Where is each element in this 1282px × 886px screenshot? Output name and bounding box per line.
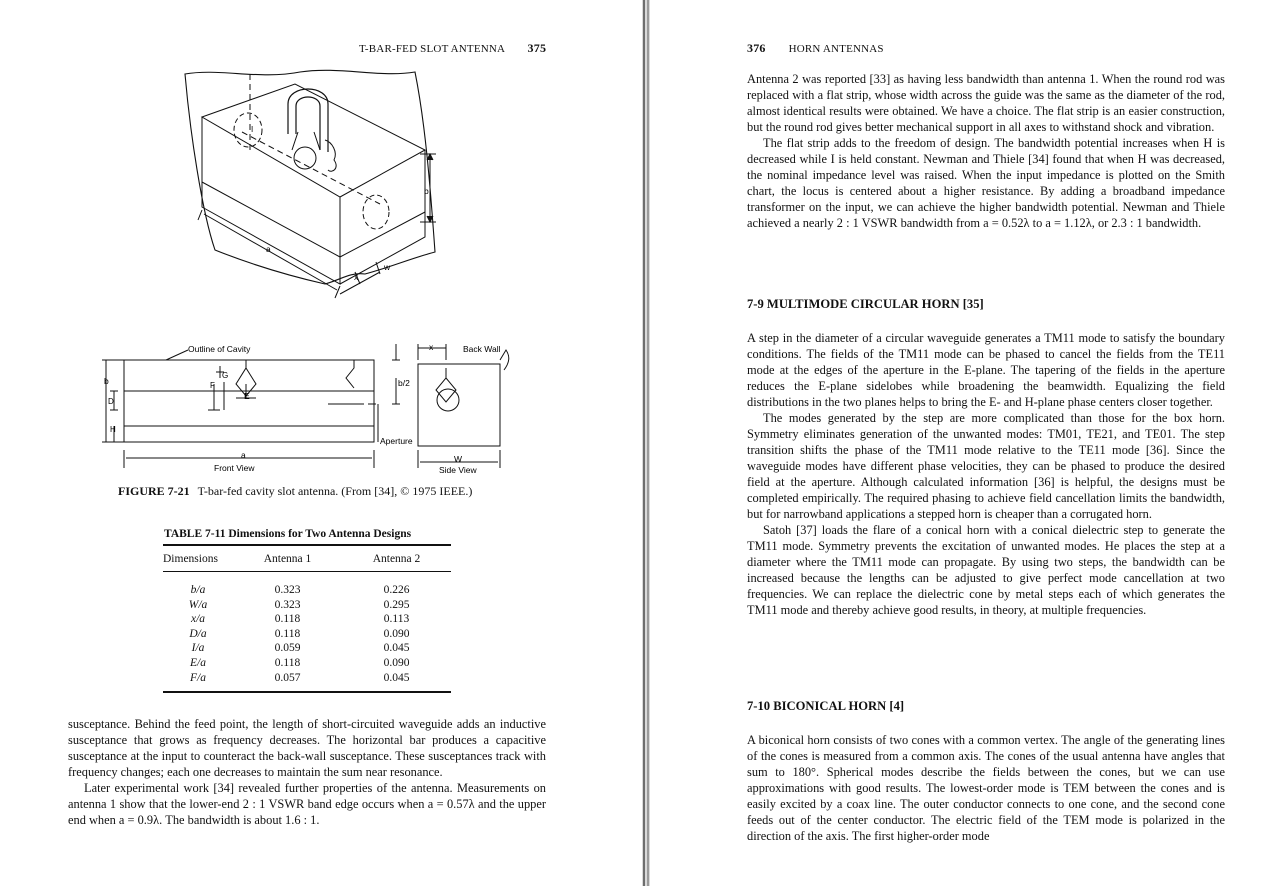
row-dimension: x/a [190, 613, 206, 626]
front-side-view-figure [96, 338, 516, 476]
label-b-half: b/2 [398, 378, 410, 388]
column-header-antenna-2: Antenna 2 [342, 545, 451, 572]
section-1-text [747, 330, 1225, 618]
figure-caption-label: FIGURE 7-21 [118, 484, 190, 498]
row-antenna-1: 0.118 [274, 613, 301, 626]
label-front-view: Front View [214, 463, 255, 473]
table-row [163, 656, 451, 671]
row-antenna-2: 0.045 [383, 671, 410, 684]
row-antenna-1: 0.059 [274, 642, 301, 655]
dimensions-table [163, 544, 451, 693]
section-1-paragraph-2: The modes generated by the step are more complicated than those for the box horn. Symmetry eliminates generation of the unwanted modes: TM01, TE21, and TE01. The step transition shifts the phase of the TM11 mode relative to the TE11 mode [36]. Since the waveguide modes have different phase velocities, they can be phased to produce the desired field at the aperture. Although calculated information [36] is helpful, the designs must be completed empirically. The required phasing to achieve field cancellation limits the bandwidth, but for narrowband applications a stepped horn is cheaper than a corrugated horn. [747, 411, 1225, 521]
label-outline-of-cavity: Outline of Cavity [188, 344, 251, 354]
section-1-paragraph-1: A step in the diameter of a circular waveguide generates a TM11 mode to satisfy the boundary conditions. The fields of the TM11 mode can be phased to cancel the fields from the TE11 mode at the edges of the aperture in the E-plane. The tapering of the fields in the aperture reduces the E-plane sidelobes while broadening the beamwidth. Equalizing the field distributions in the two planes helps to bring the E- and H-plane phase centers closer together. [747, 331, 1225, 409]
section-2-text [747, 732, 1225, 844]
section-1-paragraph-3: Satoh [37] loads the flare of a conical horn with a conical dielectric step to generate the TM11 mode. Symmetry prevents the excitation of unwanted modes. He places the step at a diameter where the TM11 mode can propagate. By using two steps, the bandwidth can be increased because the lengths can be adjusted to give perfect mode cancellation at two frequencies. We can replace the dielectric cone by metal steps each of which generates the TM11 mode and thereby achieve good results, in theory, at multiple frequencies. [747, 523, 1225, 617]
label-E: E [244, 391, 250, 401]
right-intro-text [747, 71, 1225, 231]
book-spine [642, 0, 650, 886]
left-body-text [68, 716, 546, 828]
table-row [163, 641, 451, 656]
row-dimension: D/a [189, 627, 207, 640]
label-G: G [222, 371, 229, 380]
section-title-biconical-horn: 7-10 BICONICAL HORN [4] [747, 699, 905, 713]
label-x-side: x [429, 342, 434, 352]
column-header-dimensions: Dimensions [163, 545, 233, 572]
figure-caption [118, 484, 472, 499]
label-w-iso: w [384, 262, 391, 272]
row-dimension: E/a [190, 656, 206, 669]
section-2-paragraph-1: A biconical horn consists of two cones with a common vertex. The angle of the generating lines of the cones is measured from a common axis. The cones of the usual antenna have angles that sum to 180°. Spherical modes describe the fields between the cones, but we can use approximations with good results. The lowest-order mode is TEM between the cones and is easily excited by a coax line. The outer conductor connects to one cone, and the second cone feeds out of the center conductor. The electric field of the TEM mode is polarized in the direction of the axis. The first higher-order mode [747, 733, 1225, 843]
label-H: H [110, 425, 116, 434]
row-antenna-2: 0.113 [383, 613, 410, 626]
right-page [650, 0, 1282, 886]
row-dimension: W/a [188, 598, 208, 611]
label-D: D [108, 397, 114, 406]
table-row [163, 627, 451, 642]
table-row [163, 598, 451, 613]
left-header-title: T-BAR-FED SLOT ANTENNA [359, 43, 505, 55]
row-antenna-2: 0.090 [383, 627, 410, 640]
label-aperture: Aperture [380, 436, 413, 446]
left-paragraph-2: Later experimental work [34] revealed further properties of the antenna. Measurements on antenna 1 show that the lower-end 2 : 1 VSWR band edge occurs when a = 0.57λ and the upper end when a = 0.9λ. The bandwidth is about 1.6 : 1. [68, 781, 546, 827]
label-x-iso: x [354, 272, 359, 282]
figure-caption-text: T-bar-fed cavity slot antenna. (From [34], © 1975 IEEE.) [197, 484, 473, 498]
table-row [163, 572, 451, 598]
label-W-side: W [454, 454, 463, 464]
left-paragraph-1: susceptance. Behind the feed point, the length of short-circuited waveguide adds an inductive susceptance that grows as frequency decreases. The horizontal bar produces a capacitive susceptance at the input to counteract the back-wall susceptance. These susceptances track with frequency changes; each one decreases to maintain the sum near resonance. [68, 717, 546, 779]
label-I-iso: I [251, 125, 254, 134]
label-side-view: Side View [439, 465, 477, 475]
row-antenna-1: 0.057 [274, 671, 301, 684]
left-page-header [359, 41, 546, 56]
row-antenna-2: 0.090 [383, 656, 410, 669]
section-title-multimode-circular-horn: 7-9 MULTIMODE CIRCULAR HORN [35] [747, 297, 984, 311]
row-antenna-1: 0.323 [274, 584, 301, 596]
label-F: F [210, 381, 215, 390]
table-row [163, 612, 451, 627]
row-antenna-2: 0.226 [383, 584, 410, 596]
label-a-iso: a [266, 244, 271, 254]
right-page-header [747, 41, 884, 56]
table-header-row [163, 545, 451, 572]
row-antenna-2: 0.295 [383, 598, 410, 611]
row-antenna-2: 0.045 [383, 642, 410, 655]
row-dimension: b/a [190, 584, 206, 596]
isometric-cavity-figure [180, 62, 450, 314]
label-a-front: a [241, 450, 246, 460]
left-page-number: 375 [527, 41, 547, 55]
label-b-front: b [104, 376, 109, 386]
table-row [163, 671, 451, 693]
right-header-title: HORN ANTENNAS [788, 43, 884, 55]
row-antenna-1: 0.118 [274, 627, 301, 640]
row-antenna-1: 0.118 [274, 656, 301, 669]
column-header-antenna-1: Antenna 1 [233, 545, 342, 572]
row-antenna-1: 0.323 [274, 598, 301, 611]
intro-paragraph-2: The flat strip adds to the freedom of design. The bandwidth potential increases when H is decreased while I is held constant. Newman and Thiele [34] found that when H was decreased, the nominal impedance level was raised. When the input impedance is plotted on the Smith chart, the locus is centered about a higher resistance. By adding a broadband impedance transformer on the input, we can achieve the higher bandwidth potential. Newman and Thiele achieved a nearly 2 : 1 VSWR bandwidth from a = 0.52λ to a = 1.12λ, or 2.3 : 1 bandwidth. [747, 136, 1225, 230]
label-b-iso: b [424, 186, 429, 196]
row-dimension: I/a [191, 642, 205, 655]
row-dimension: F/a [190, 671, 206, 684]
intro-paragraph-1: Antenna 2 was reported [33] as having less bandwidth than antenna 1. When the round rod was replaced with a flat strip, whose width across the guide was the same as the diameter of the rod, almost identical results were obtained. We have a choice. The flat strip is an easier construction, but the round rod gives better mechanical support in all axes to withstand shock and vibration. [747, 72, 1225, 134]
table-title: TABLE 7-11 Dimensions for Two Antenna Designs [164, 528, 412, 540]
right-page-number: 376 [747, 41, 766, 55]
label-back-wall: Back Wall [463, 344, 501, 354]
